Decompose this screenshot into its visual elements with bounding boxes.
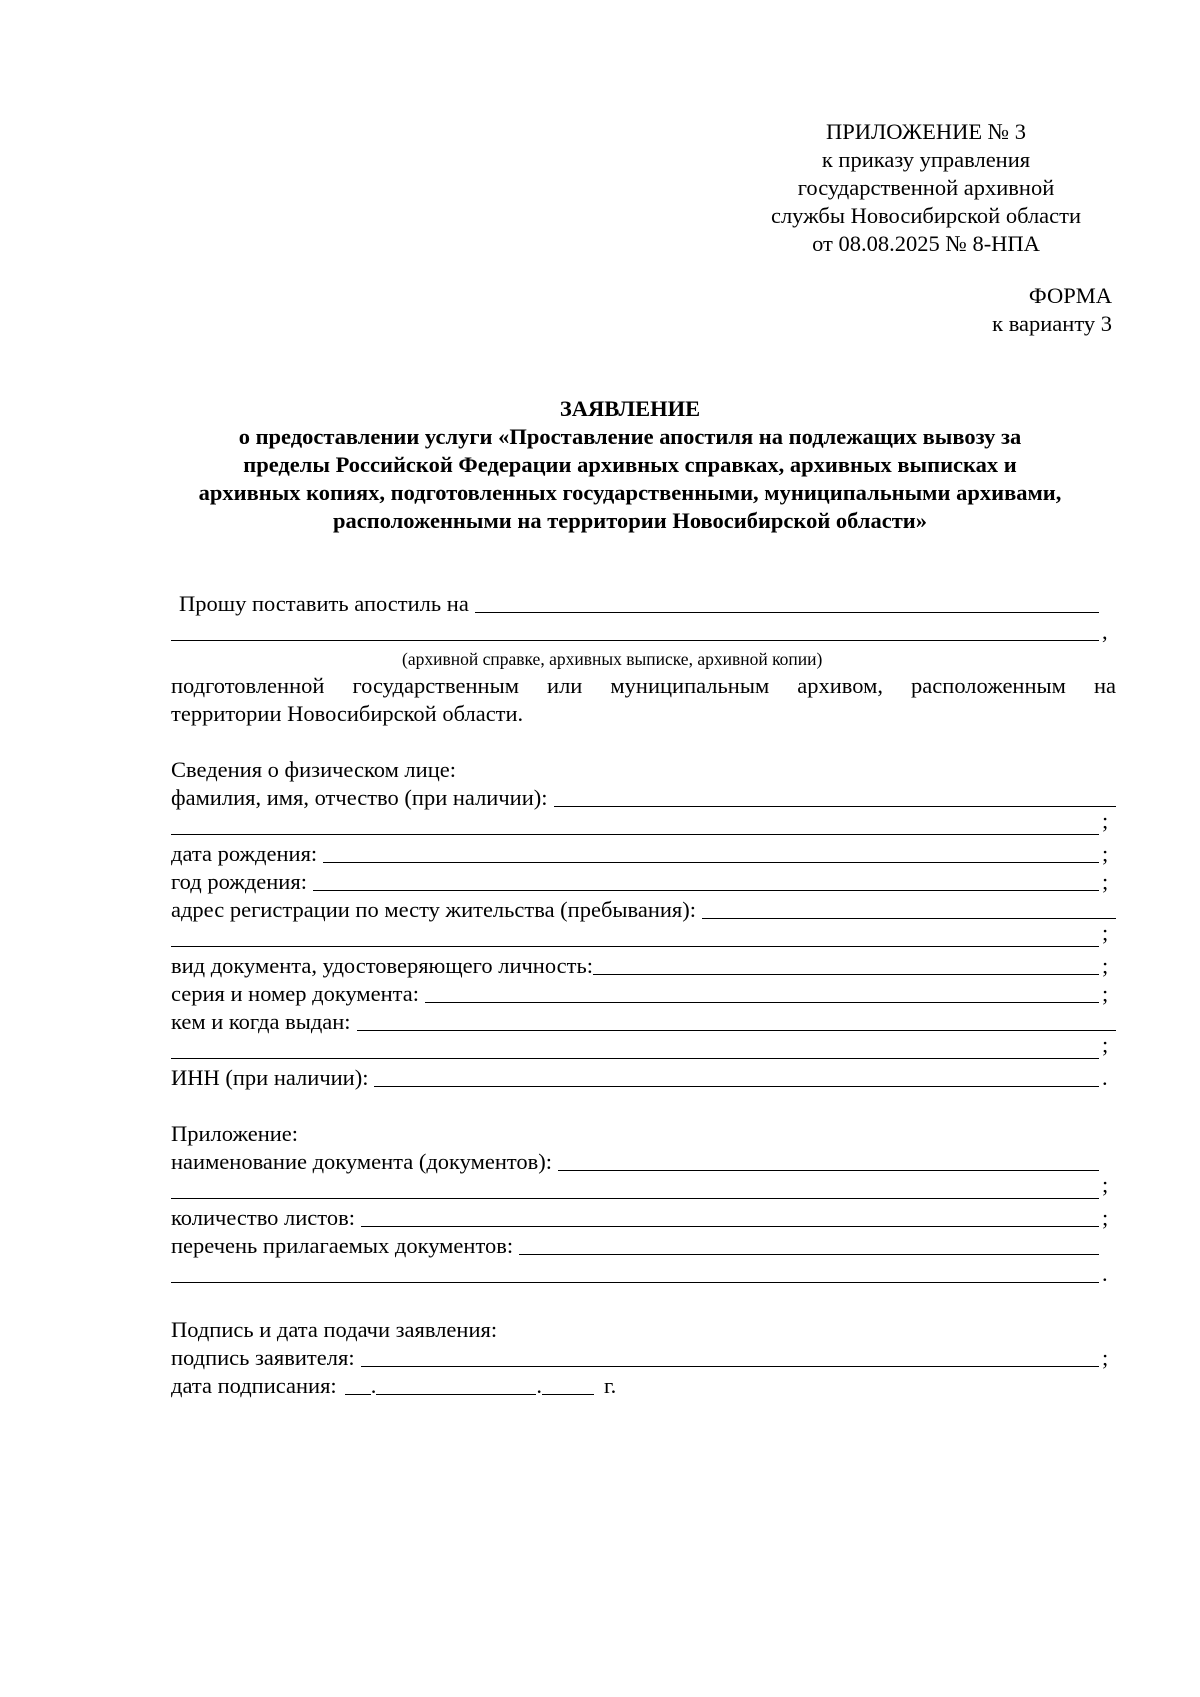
annex-order-date: от 08.08.2025 № 8-НПА	[812, 231, 1040, 256]
sign-date-label: дата подписания:	[171, 1373, 337, 1398]
form-body	[171, 590, 1116, 1400]
attachment-name-field-cont[interactable]	[171, 1178, 1099, 1199]
semicolon: ;	[1102, 1032, 1109, 1057]
annex-authority-2: службы Новосибирской области	[770, 203, 1082, 228]
issued-row	[171, 1008, 1116, 1036]
semicolon: ;	[1102, 981, 1109, 1006]
birth-date-row	[171, 840, 1116, 868]
birth-year-field[interactable]	[313, 870, 1099, 891]
sign-year-field[interactable]	[542, 1374, 594, 1395]
form-label: ФОРМА	[1028, 283, 1112, 308]
issued-row-2	[171, 1032, 1116, 1064]
attached-list-field[interactable]	[519, 1234, 1099, 1255]
doc-number-label: серия и номер документа:	[171, 981, 420, 1006]
period: .	[1102, 1261, 1108, 1286]
semicolon: ;	[1102, 869, 1109, 894]
signature-section-heading: Подпись и дата подачи заявления:	[171, 1317, 498, 1342]
semicolon: ;	[1102, 1172, 1109, 1197]
annex-header	[740, 118, 1112, 258]
fio-row-2	[171, 808, 1116, 840]
annex-authority-1: государственной архивной	[797, 175, 1055, 200]
attached-list-label: перечень прилагаемых документов:	[171, 1233, 514, 1258]
title-line: архивных копиях, подготовленных государственными, муниципальными архивами,	[198, 480, 1062, 505]
person-section-heading: Сведения о физическом лице:	[171, 757, 456, 782]
address-field-cont[interactable]	[171, 926, 1099, 947]
sign-day-field[interactable]	[345, 1374, 371, 1395]
doc-type-row	[171, 952, 1116, 980]
inn-field[interactable]	[374, 1066, 1099, 1087]
annex-number: ПРИЛОЖЕНИЕ № 3	[825, 119, 1027, 144]
date-dot: .	[536, 1373, 542, 1398]
year-suffix: г.	[603, 1373, 617, 1398]
address-row	[171, 896, 1116, 924]
period: .	[1102, 1065, 1108, 1090]
address-field[interactable]	[702, 898, 1116, 919]
semicolon: ;	[1102, 920, 1109, 945]
fio-field[interactable]	[554, 786, 1117, 807]
attachment-name-row-2	[171, 1172, 1116, 1204]
birth-date-field[interactable]	[323, 842, 1099, 863]
apostille-request-label: Прошу поставить апостиль на	[179, 591, 469, 616]
title-line: расположенными на территории Новосибирской области»	[332, 508, 927, 533]
form-variant: к варианту 3	[992, 311, 1112, 336]
semicolon: ;	[1102, 1345, 1109, 1370]
request-text-line: территории Новосибирской области.	[171, 701, 524, 726]
apostille-document-field[interactable]	[475, 592, 1099, 613]
inn-row	[171, 1064, 1116, 1092]
semicolon: ;	[1102, 808, 1109, 833]
doc-number-row	[171, 980, 1116, 1008]
title-heading: ЗАЯВЛЕНИЕ	[559, 396, 701, 421]
form-label-block	[992, 282, 1112, 338]
attached-list-row	[171, 1232, 1116, 1260]
sign-month-field[interactable]	[376, 1374, 536, 1395]
sign-date-row	[171, 1372, 1116, 1400]
issued-field[interactable]	[357, 1010, 1116, 1031]
attachment-section-heading: Приложение:	[171, 1121, 299, 1146]
title-line: пределы Российской Федерации архивных справках, архивных выписках и	[243, 452, 1017, 477]
title-line: о предоставлении услуги «Проставление апостиля на подлежащих вывозу за	[238, 424, 1022, 449]
fio-row	[171, 784, 1116, 812]
doc-number-field[interactable]	[425, 982, 1099, 1003]
semicolon: ;	[1102, 1205, 1109, 1230]
fio-label: фамилия, имя, отчество (при наличии):	[171, 785, 548, 810]
apostille-request-row	[171, 590, 1116, 618]
attachment-name-field[interactable]	[558, 1150, 1099, 1171]
issued-label: кем и когда выдан:	[171, 1009, 351, 1034]
comma: ,	[1102, 619, 1108, 644]
request-text-line: подготовленной государственным или муниципальным архивом, расположенным на	[171, 673, 1116, 698]
birth-year-label: год рождения:	[171, 869, 307, 894]
signature-label: подпись заявителя:	[171, 1345, 355, 1370]
date-dot: .	[370, 1373, 377, 1398]
semicolon: ;	[1102, 953, 1109, 978]
field-hint-caption: (архивной справке, архивных выписке, архивной копии)	[402, 649, 823, 669]
signature-field[interactable]	[361, 1346, 1099, 1367]
apostille-document-field-cont[interactable]	[171, 620, 1099, 641]
address-row-2	[171, 920, 1116, 952]
attachment-name-label: наименование документа (документов):	[171, 1149, 553, 1174]
inn-label: ИНН (при наличии):	[171, 1065, 369, 1090]
semicolon: ;	[1102, 841, 1109, 866]
sheets-field[interactable]	[361, 1206, 1099, 1227]
sheets-row	[171, 1204, 1116, 1232]
attached-list-field-cont[interactable]	[171, 1262, 1099, 1283]
attached-list-row-2	[171, 1260, 1116, 1288]
issued-field-cont[interactable]	[171, 1038, 1099, 1059]
signature-row	[171, 1344, 1116, 1372]
sheets-label: количество листов:	[171, 1205, 355, 1230]
birth-date-label: дата рождения:	[171, 841, 318, 866]
address-label: адрес регистрации по месту жительства (пребывания):	[171, 897, 697, 922]
annex-order-ref: к приказу управления	[821, 147, 1031, 172]
doc-type-label: вид документа, удостоверяющего личность:	[171, 953, 593, 978]
fio-field-cont[interactable]	[171, 814, 1099, 835]
birth-year-row	[171, 868, 1116, 896]
doc-type-field[interactable]	[593, 954, 1099, 975]
document-title	[160, 395, 1100, 535]
apostille-request-row-2	[171, 618, 1116, 646]
attachment-name-row	[171, 1148, 1116, 1176]
